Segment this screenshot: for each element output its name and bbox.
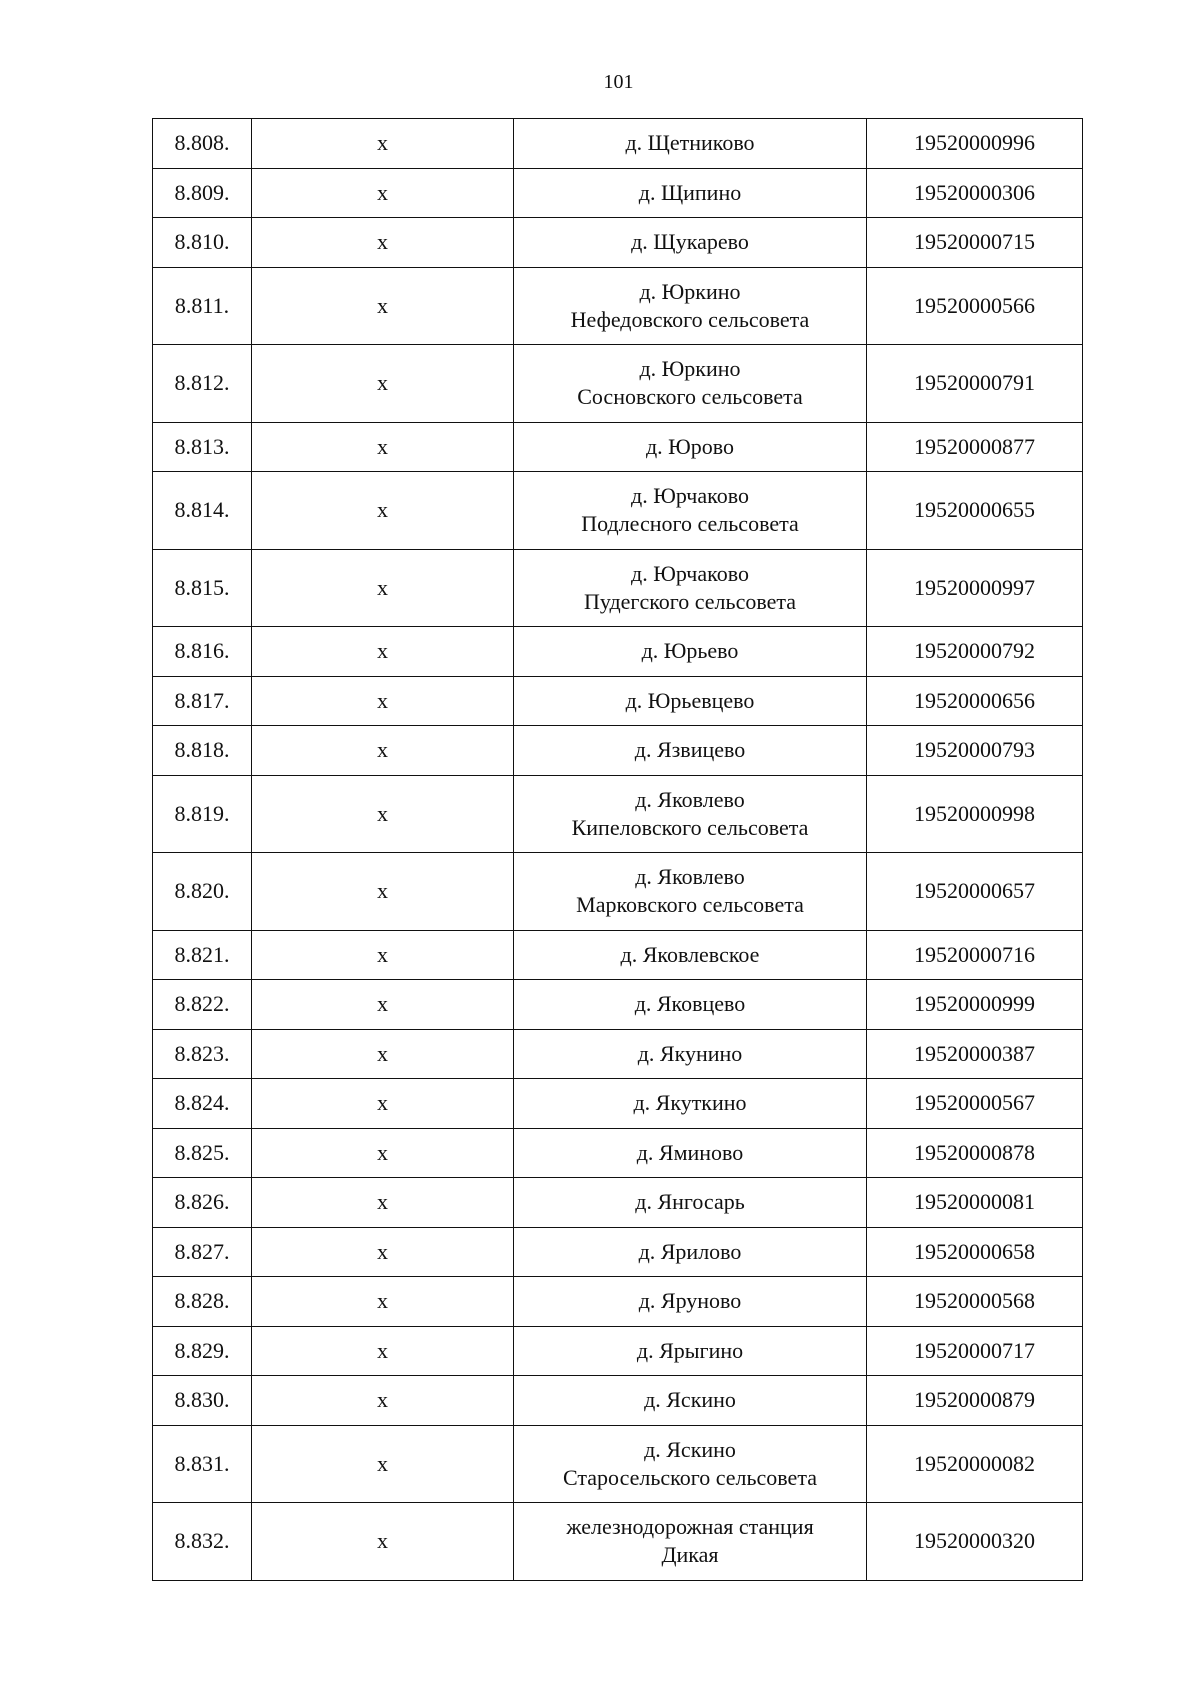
mark-cell: х xyxy=(252,775,514,853)
oktmo-code-cell: 19520000791 xyxy=(867,345,1083,423)
oktmo-code-cell: 19520000566 xyxy=(867,267,1083,345)
table-row xyxy=(153,267,1083,345)
mark-cell: х xyxy=(252,853,514,931)
table-row xyxy=(153,930,1083,980)
mark-cell: х xyxy=(252,726,514,776)
row-number-cell: 8.808. xyxy=(153,119,252,169)
row-number-cell: 8.815. xyxy=(153,549,252,627)
table-row xyxy=(153,422,1083,472)
row-number-cell: 8.825. xyxy=(153,1128,252,1178)
settlement-name-cell: д. Яковлевское xyxy=(514,930,867,980)
table-row xyxy=(153,345,1083,423)
settlement-name-cell: д. Щипино xyxy=(514,168,867,218)
settlement-name-cell: д. Яковлево Марковского сельсовета xyxy=(514,853,867,931)
oktmo-code-cell: 19520000655 xyxy=(867,472,1083,550)
row-number-cell: 8.817. xyxy=(153,676,252,726)
row-number-cell: 8.818. xyxy=(153,726,252,776)
settlement-name-cell: д. Яскино xyxy=(514,1376,867,1426)
table-row xyxy=(153,775,1083,853)
settlement-name-cell: д. Щетниково xyxy=(514,119,867,169)
mark-cell: х xyxy=(252,1376,514,1426)
mark-cell: х xyxy=(252,549,514,627)
mark-cell: х xyxy=(252,930,514,980)
row-number-cell: 8.821. xyxy=(153,930,252,980)
settlement-name-cell: д. Янгосарь xyxy=(514,1178,867,1228)
settlement-name-cell: д. Язвицево xyxy=(514,726,867,776)
settlement-name-cell: д. Яковцево xyxy=(514,980,867,1030)
table-row xyxy=(153,472,1083,550)
row-number-cell: 8.828. xyxy=(153,1277,252,1327)
row-number-cell: 8.809. xyxy=(153,168,252,218)
row-number-cell: 8.820. xyxy=(153,853,252,931)
mark-cell: х xyxy=(252,1029,514,1079)
row-number-cell: 8.829. xyxy=(153,1326,252,1376)
mark-cell: х xyxy=(252,980,514,1030)
settlement-name-cell: д. Ярилово xyxy=(514,1227,867,1277)
oktmo-code-cell: 19520000658 xyxy=(867,1227,1083,1277)
table-row xyxy=(153,980,1083,1030)
oktmo-code-cell: 19520000717 xyxy=(867,1326,1083,1376)
settlement-name-cell: железнодорожная станция Дикая xyxy=(514,1503,867,1581)
settlement-name-cell: д. Юркино Сосновского сельсовета xyxy=(514,345,867,423)
settlement-name-cell: д. Юрово xyxy=(514,422,867,472)
row-number-cell: 8.813. xyxy=(153,422,252,472)
oktmo-code-cell: 19520000792 xyxy=(867,627,1083,677)
mark-cell: х xyxy=(252,1503,514,1581)
settlement-name-cell: д. Юрьево xyxy=(514,627,867,677)
table-row xyxy=(153,1326,1083,1376)
table-row xyxy=(153,676,1083,726)
settlement-name-cell: д. Юрчаково Подлесного сельсовета xyxy=(514,472,867,550)
table-row xyxy=(153,1178,1083,1228)
table-row xyxy=(153,119,1083,169)
mark-cell: х xyxy=(252,1128,514,1178)
mark-cell: х xyxy=(252,1277,514,1327)
oktmo-code-cell: 19520000793 xyxy=(867,726,1083,776)
mark-cell: х xyxy=(252,627,514,677)
settlement-name-cell: д. Ярыгино xyxy=(514,1326,867,1376)
table-row xyxy=(153,726,1083,776)
table-row xyxy=(153,1128,1083,1178)
row-number-cell: 8.810. xyxy=(153,218,252,268)
table-row xyxy=(153,627,1083,677)
table-row xyxy=(153,549,1083,627)
mark-cell: х xyxy=(252,1079,514,1129)
settlement-name-cell: д. Яскино Старосельского сельсовета xyxy=(514,1425,867,1503)
oktmo-code-cell: 19520000657 xyxy=(867,853,1083,931)
oktmo-code-cell: 19520000306 xyxy=(867,168,1083,218)
row-number-cell: 8.816. xyxy=(153,627,252,677)
row-number-cell: 8.822. xyxy=(153,980,252,1030)
settlement-name-cell: д. Яминово xyxy=(514,1128,867,1178)
oktmo-code-cell: 19520000656 xyxy=(867,676,1083,726)
mark-cell: х xyxy=(252,1178,514,1228)
page-number: 101 xyxy=(603,71,634,93)
oktmo-code-cell: 19520000320 xyxy=(867,1503,1083,1581)
settlement-registry-table xyxy=(152,118,1083,1581)
settlement-name-cell: д. Юрьевцево xyxy=(514,676,867,726)
mark-cell: х xyxy=(252,1227,514,1277)
table-row xyxy=(153,168,1083,218)
row-number-cell: 8.824. xyxy=(153,1079,252,1129)
table-row xyxy=(153,1079,1083,1129)
table-row xyxy=(153,853,1083,931)
row-number-cell: 8.827. xyxy=(153,1227,252,1277)
oktmo-code-cell: 19520000998 xyxy=(867,775,1083,853)
oktmo-code-cell: 19520000567 xyxy=(867,1079,1083,1129)
mark-cell: х xyxy=(252,345,514,423)
settlement-name-cell: д. Яковлево Кипеловского сельсовета xyxy=(514,775,867,853)
oktmo-code-cell: 19520000878 xyxy=(867,1128,1083,1178)
row-number-cell: 8.811. xyxy=(153,267,252,345)
row-number-cell: 8.814. xyxy=(153,472,252,550)
table-row xyxy=(153,1425,1083,1503)
mark-cell: х xyxy=(252,1425,514,1503)
mark-cell: х xyxy=(252,119,514,169)
table-body xyxy=(153,119,1083,1581)
mark-cell: х xyxy=(252,676,514,726)
row-number-cell: 8.823. xyxy=(153,1029,252,1079)
oktmo-code-cell: 19520000996 xyxy=(867,119,1083,169)
row-number-cell: 8.830. xyxy=(153,1376,252,1426)
settlement-name-cell: д. Якунино xyxy=(514,1029,867,1079)
oktmo-code-cell: 19520000877 xyxy=(867,422,1083,472)
oktmo-code-cell: 19520000879 xyxy=(867,1376,1083,1426)
table-row xyxy=(153,1277,1083,1327)
row-number-cell: 8.819. xyxy=(153,775,252,853)
mark-cell: х xyxy=(252,422,514,472)
mark-cell: х xyxy=(252,472,514,550)
settlement-name-cell: д. Яруново xyxy=(514,1277,867,1327)
mark-cell: х xyxy=(252,218,514,268)
row-number-cell: 8.826. xyxy=(153,1178,252,1228)
oktmo-code-cell: 19520000715 xyxy=(867,218,1083,268)
oktmo-code-cell: 19520000387 xyxy=(867,1029,1083,1079)
settlement-name-cell: д. Юркино Нефедовского сельсовета xyxy=(514,267,867,345)
oktmo-code-cell: 19520000999 xyxy=(867,980,1083,1030)
table-row xyxy=(153,1227,1083,1277)
table-row xyxy=(153,1376,1083,1426)
row-number-cell: 8.831. xyxy=(153,1425,252,1503)
table-row xyxy=(153,1029,1083,1079)
oktmo-code-cell: 19520000568 xyxy=(867,1277,1083,1327)
mark-cell: х xyxy=(252,267,514,345)
oktmo-code-cell: 19520000082 xyxy=(867,1425,1083,1503)
row-number-cell: 8.812. xyxy=(153,345,252,423)
row-number-cell: 8.832. xyxy=(153,1503,252,1581)
settlement-name-cell: д. Щукарево xyxy=(514,218,867,268)
settlement-name-cell: д. Якуткино xyxy=(514,1079,867,1129)
mark-cell: х xyxy=(252,1326,514,1376)
oktmo-code-cell: 19520000716 xyxy=(867,930,1083,980)
table-row xyxy=(153,218,1083,268)
mark-cell: х xyxy=(252,168,514,218)
oktmo-code-cell: 19520000081 xyxy=(867,1178,1083,1228)
settlement-name-cell: д. Юрчаково Пудегского сельсовета xyxy=(514,549,867,627)
table-row xyxy=(153,1503,1083,1581)
oktmo-code-cell: 19520000997 xyxy=(867,549,1083,627)
